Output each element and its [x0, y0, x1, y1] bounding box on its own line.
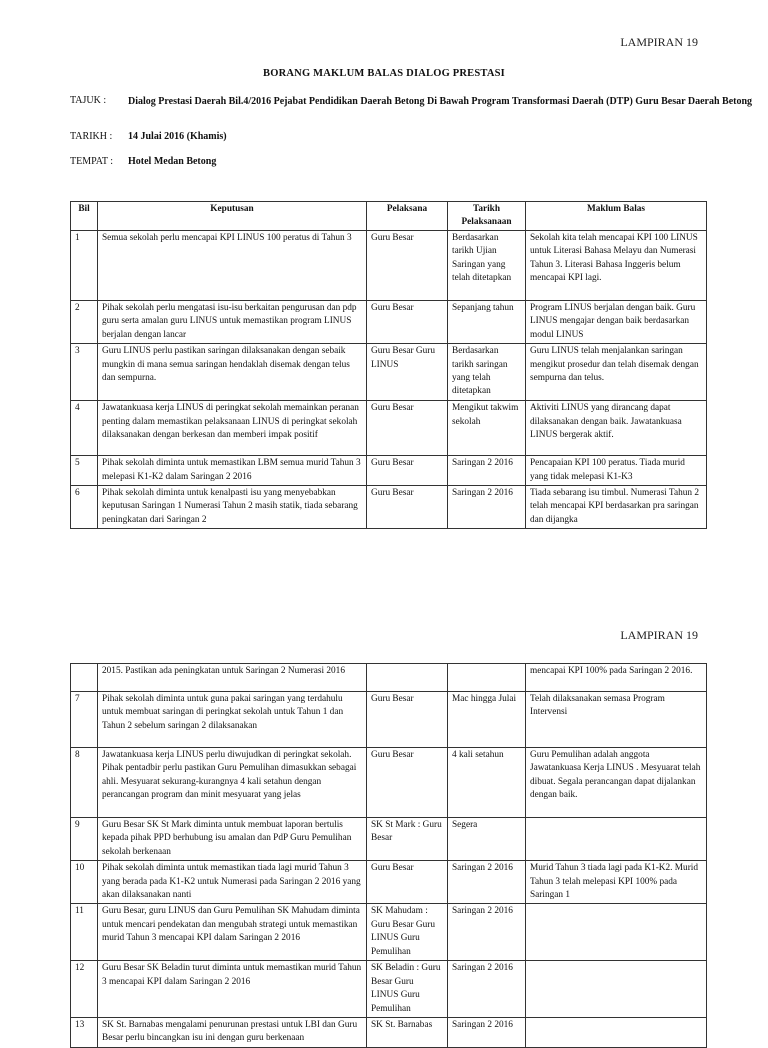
tarikh-label: TARIKH :: [70, 131, 113, 142]
keputusan-cell: Pihak sekolah perlu mengatasi isu-isu berkaitan pengurusan dan pdp guru serta amalan guru LINUS untuk memastikan program LINUS berjalan dengan lancar: [98, 301, 367, 344]
tarikh-pelaksanaan-cell: Berdasarkan tarikh Ujian Saringan yang telah ditetapkan: [448, 231, 526, 301]
tajuk-row: [70, 95, 758, 108]
table-row: [71, 301, 707, 344]
tarikh-pelaksanaan-cell: Sepanjang tahun: [448, 301, 526, 344]
table-header-row: [71, 202, 707, 231]
table-row: [71, 861, 707, 904]
bil-cell: 6: [71, 486, 98, 529]
tempat-value: Hotel Medan Betong: [128, 156, 217, 167]
table-row: [71, 904, 707, 961]
bil-cell: 11: [71, 904, 98, 961]
bil-cell: 8: [71, 748, 98, 818]
bil-cell: 7: [71, 692, 98, 748]
tarikh-pelaksanaan-cell: [448, 664, 526, 692]
maklum-balas-cell: [526, 961, 707, 1018]
maklum-balas-cell: Guru LINUS telah menjalankan saringan mengikut prosedur dan telah disemak dengan sempurna dan telus.: [526, 344, 707, 401]
keputusan-cell: Jawatankuasa kerja LINUS perlu diwujudkan di peringkat sekolah. Pihak pentadbir perlu pastikan Guru Pemulihan dimasukkan sebagai ahli. Mesyuarat sekurang-kurangnya 4 kali setahun dengan perancangan program dan minit mesyuarat yang jelas: [98, 748, 367, 818]
tarikh-row: [70, 131, 227, 142]
header-keputusan: Keputusan: [98, 202, 367, 231]
table-row: [71, 818, 707, 861]
pelaksana-cell: Guru Besar: [367, 401, 448, 456]
pelaksana-cell: SK St Mark : Guru Besar: [367, 818, 448, 861]
pelaksana-cell: [367, 664, 448, 692]
table-row: [71, 456, 707, 486]
tarikh-pelaksanaan-cell: Saringan 2 2016: [448, 861, 526, 904]
pelaksana-cell: Guru Besar: [367, 456, 448, 486]
pelaksana-cell: Guru Besar: [367, 301, 448, 344]
pelaksana-cell: SK Mahudam : Guru Besar Guru LINUS Guru Pemulihan: [367, 904, 448, 961]
maklum-balas-cell: Telah dilaksanakan semasa Program Intervensi: [526, 692, 707, 748]
bil-cell: 4: [71, 401, 98, 456]
table-row: [71, 401, 707, 456]
bil-cell: 12: [71, 961, 98, 1018]
keputusan-cell: Pihak sekolah diminta untuk memastikan LBM semua murid Tahun 3 melepasi K1-K2 dalam Saringan 2 2016: [98, 456, 367, 486]
decision-table-page-1: [70, 201, 707, 529]
header-pelaksana: Pelaksana: [367, 202, 448, 231]
tajuk-label: TAJUK :: [70, 95, 107, 106]
header-maklum-balas: Maklum Balas: [526, 202, 707, 231]
bil-cell: [71, 664, 98, 692]
bil-cell: 13: [71, 1018, 98, 1048]
tarikh-pelaksanaan-cell: Saringan 2 2016: [448, 904, 526, 961]
pelaksana-cell: Guru Besar: [367, 692, 448, 748]
maklum-balas-cell: Murid Tahun 3 tiada lagi pada K1-K2. Murid Tahun 3 telah melepasi KPI 100% pada Saringan 1: [526, 861, 707, 904]
header-bil: Bil: [71, 202, 98, 231]
pelaksana-cell: Guru Besar: [367, 748, 448, 818]
bil-cell: 9: [71, 818, 98, 861]
keputusan-cell: Semua sekolah perlu mencapai KPI LINUS 100 peratus di Tahun 3: [98, 231, 367, 301]
keputusan-cell: Guru Besar SK St Mark diminta untuk membuat laporan bertulis kepada pihak PPD berhubung isu amalan dan PdP Guru Pemulihan sekolah berkenaan: [98, 818, 367, 861]
keputusan-cell: Guru Besar SK Beladin turut diminta untuk memastikan murid Tahun 3 mencapai KPI dalam Saringan 2 2016: [98, 961, 367, 1018]
tarikh-pelaksanaan-cell: Segera: [448, 818, 526, 861]
keputusan-cell: SK St. Barnabas mengalami penurunan prestasi untuk LBI dan Guru Besar perlu bincangkan isu ini dengan guru berkenaan: [98, 1018, 367, 1048]
table-row: [71, 961, 707, 1018]
keputusan-cell: Guru LINUS perlu pastikan saringan dilaksanakan dengan sebaik mungkin di mana semua saringan hendaklah disemak dengan telus dan sempurna.: [98, 344, 367, 401]
maklum-balas-cell: Aktiviti LINUS yang dirancang dapat dilaksanakan dengan baik. Jawatankuasa LINUS bergerak aktif.: [526, 401, 707, 456]
maklum-balas-cell: Pencapaian KPI 100 peratus. Tiada murid yang tidak melepasi K1-K3: [526, 456, 707, 486]
decision-table-page-2: [70, 663, 707, 1048]
tarikh-pelaksanaan-cell: Berdasarkan tarikh saringan yang telah ditetapkan: [448, 344, 526, 401]
header-tarikh-pelaksanaan: Tarikh Pelaksanaan: [448, 202, 526, 231]
tarikh-value: 14 Julai 2016 (Khamis): [128, 131, 227, 142]
pelaksana-cell: SK St. Barnabas: [367, 1018, 448, 1048]
bil-cell: 5: [71, 456, 98, 486]
maklum-balas-cell: Tiada sebarang isu timbul. Numerasi Tahun 2 telah mencapai KPI berdasarkan pra saringan dan dijangka: [526, 486, 707, 529]
tarikh-pelaksanaan-cell: Saringan 2 2016: [448, 1018, 526, 1048]
bil-cell: 2: [71, 301, 98, 344]
table-row: [71, 664, 707, 692]
bil-cell: 3: [71, 344, 98, 401]
tarikh-pelaksanaan-cell: Mengikut takwim sekolah: [448, 401, 526, 456]
keputusan-cell: Pihak sekolah diminta untuk guna pakai saringan yang terdahulu untuk membuat saringan di peringkat sekolah untuk Tahun 1 dan Tahun 2 sebelum saringan 2 dilaksanakan: [98, 692, 367, 748]
keputusan-cell: Jawatankuasa kerja LINUS di peringkat sekolah memainkan peranan penting dalam memastikan pelaksanaan LINUS di peringkat sekolah dilaksanakan dengan berkesan dan memberi impak positif: [98, 401, 367, 456]
maklum-balas-cell: [526, 904, 707, 961]
maklum-balas-cell: Guru Pemulihan adalah anggota Jawatankuasa Kerja LINUS . Mesyuarat telah dibuat. Segala perancangan dapat dijalankan dengan baik.: [526, 748, 707, 818]
table-row: [71, 231, 707, 301]
tajuk-value: Dialog Prestasi Daerah Bil.4/2016 Pejabat Pendidikan Daerah Betong Di Bawah Program Transformasi Daerah (DTP) Guru Besar Daerah Betong: [128, 96, 753, 107]
tarikh-pelaksanaan-cell: 4 kali setahun: [448, 748, 526, 818]
tarikh-pelaksanaan-cell: Saringan 2 2016: [448, 961, 526, 1018]
tarikh-pelaksanaan-cell: Mac hingga Julai: [448, 692, 526, 748]
maklum-balas-cell: Sekolah kita telah mencapai KPI 100 LINUS untuk Literasi Bahasa Melayu dan Numerasi Tahun 3. Literasi Bahasa Inggeris belum mencapai KPI lagi.: [526, 231, 707, 301]
table-row: [71, 344, 707, 401]
maklum-balas-cell: [526, 1018, 707, 1048]
tarikh-pelaksanaan-cell: Saringan 2 2016: [448, 486, 526, 529]
pelaksana-cell: SK Beladin : Guru Besar Guru LINUS Guru Pemulihan: [367, 961, 448, 1018]
tempat-row: [70, 156, 216, 167]
table-row: [71, 486, 707, 529]
maklum-balas-cell: Program LINUS berjalan dengan baik. Guru LINUS mengajar dengan baik berdasarkan modul LINUS: [526, 301, 707, 344]
table-row: [71, 692, 707, 748]
bil-cell: 10: [71, 861, 98, 904]
document-page-2: [0, 560, 768, 1044]
bil-cell: 1: [71, 231, 98, 301]
table-row: [71, 748, 707, 818]
table-row: [71, 1018, 707, 1048]
pelaksana-cell: Guru Besar: [367, 231, 448, 301]
maklum-balas-cell: [526, 818, 707, 861]
pelaksana-cell: Guru Besar: [367, 861, 448, 904]
tempat-label: TEMPAT :: [70, 156, 114, 167]
maklum-balas-cell: mencapai KPI 100% pada Saringan 2 2016.: [526, 664, 707, 692]
tarikh-pelaksanaan-cell: Saringan 2 2016: [448, 456, 526, 486]
keputusan-cell: 2015. Pastikan ada peningkatan untuk Saringan 2 Numerasi 2016: [98, 664, 367, 692]
pelaksana-cell: Guru Besar: [367, 486, 448, 529]
form-title: BORANG MAKLUM BALAS DIALOG PRESTASI: [263, 68, 505, 79]
lampiran-label: LAMPIRAN 19: [620, 628, 698, 642]
pelaksana-cell: Guru Besar Guru LINUS: [367, 344, 448, 401]
lampiran-label: LAMPIRAN 19: [620, 35, 698, 49]
keputusan-cell: Pihak sekolah diminta untuk kenalpasti isu yang menyebabkan keputusan Saringan 1 Numerasi Tahun 2 masih statik, tiada sebarang peningkatan dari Saringan 2: [98, 486, 367, 529]
keputusan-cell: Pihak sekolah diminta untuk memastikan tiada lagi murid Tahun 3 yang berada pada K1-K2 untuk Numerasi pada Saringan 2 2016 yang akan dilaksanakan nanti: [98, 861, 367, 904]
keputusan-cell: Guru Besar, guru LINUS dan Guru Pemulihan SK Mahudam diminta untuk mencari pendekatan dan mengubah strategi untuk memastikan murid Tahun 3 mencapai KPI dalam Saringan 2 2016: [98, 904, 367, 961]
